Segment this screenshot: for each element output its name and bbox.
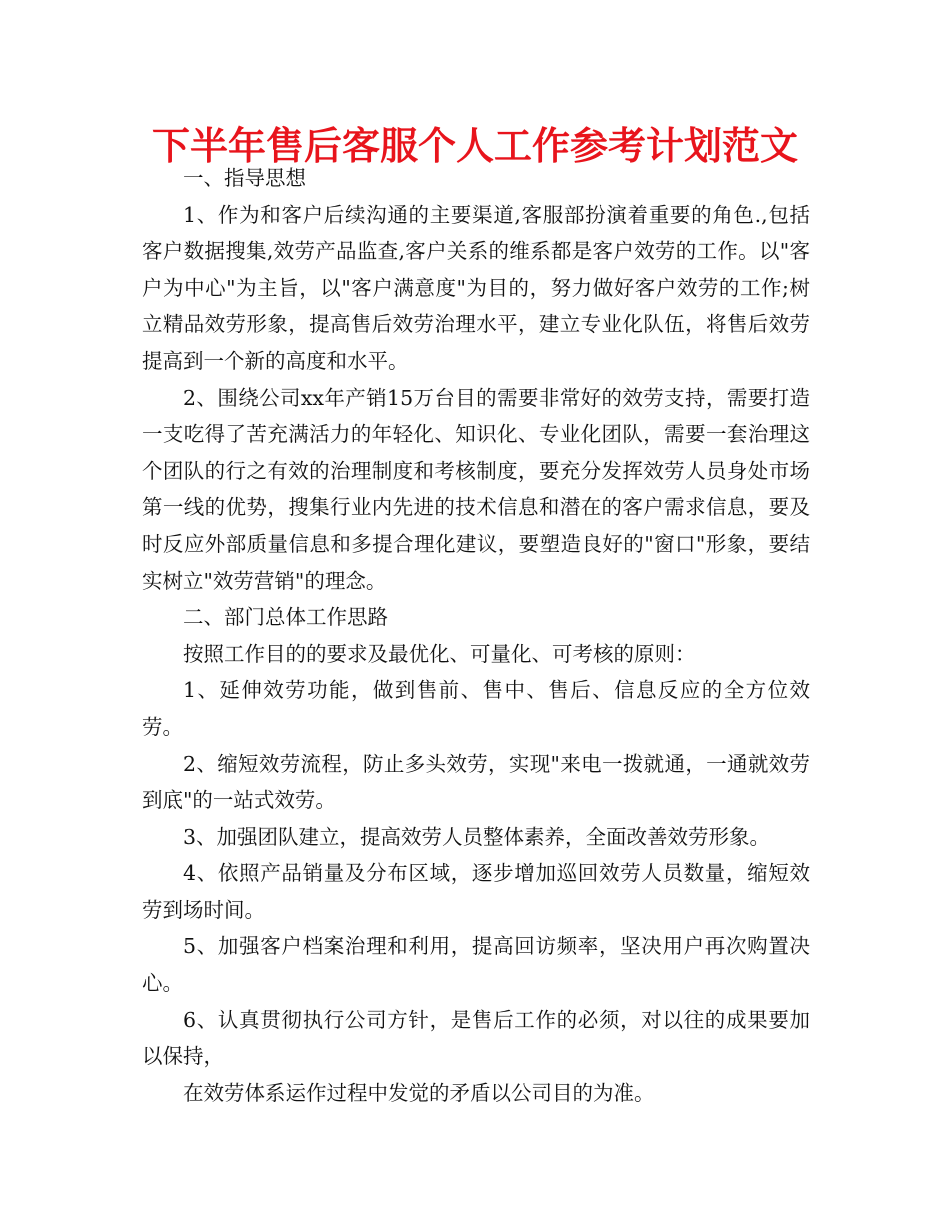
paragraph: 2、围绕公司xx年产销15万台目的需要非常好的效劳支持，需要打造一支吃得了苦充满活力的年轻化、知识化、专业化团队，需要一套治理这个团队的行之有效的治理制度和考核制度，要充分发挥效劳人员身处市场第一线的优势，搜集行业内先进的技术信息和潜在的客户需求信息，要及时反应外部质量信息和多提合理化建议，要塑造良好的"窗口"形象，要结实树立"效劳营销"的理念。 <box>142 385 810 593</box>
list-item: 6、认真贯彻执行公司方针，是售后工作的必须，对以往的成果要加以保持， <box>142 1007 810 1069</box>
paragraph: 按照工作目的的要求及最优化、可量化、可考核的原则： <box>183 641 696 666</box>
list-item: 1、延伸效劳功能，做到售前、售中、售后、信息反应的全方位效劳。 <box>142 678 810 739</box>
document-body <box>142 160 810 1111</box>
paragraph: 1、作为和客户后续沟通的主要渠道,客服部扮演着重要的角色.,包括客户数据搜集,效劳产品监查,客户关系的维系都是客户效劳的工作。以"客户为中心"为主旨，以"客户满意度"为目的，努力做好客户效劳的工作;树立精品效劳形象，提高售后效劳治理水平，建立专业化队伍，将售后效劳提高到一个新的高度和水平。 <box>142 202 810 373</box>
document-title: 下半年售后客服个人工作参考计划范文 <box>151 124 798 168</box>
paragraph: 在效劳体系运作过程中发觉的矛盾以公司目的为准。 <box>183 1080 655 1105</box>
list-item: 4、依照产品销量及分布区域，逐步增加巡回效劳人员数量，缩短效劳到场时间。 <box>142 861 810 922</box>
list-item: 5、加强客户档案治理和利用，提高回访频率，坚决用户再次购置决心。 <box>142 934 810 996</box>
list-item: 3、加强团队建立，提高效劳人员整体素养，全面改善效劳形象。 <box>183 824 771 849</box>
section-heading-guiding-thought: 一、指导思想 <box>183 166 306 190</box>
list-item: 2、缩短效劳流程，防止多头效劳，实现"来电一拨就通，一通就效劳到底"的一站式效劳。 <box>142 751 810 813</box>
section-heading-department-approach: 二、部门总体工作思路 <box>183 605 388 630</box>
